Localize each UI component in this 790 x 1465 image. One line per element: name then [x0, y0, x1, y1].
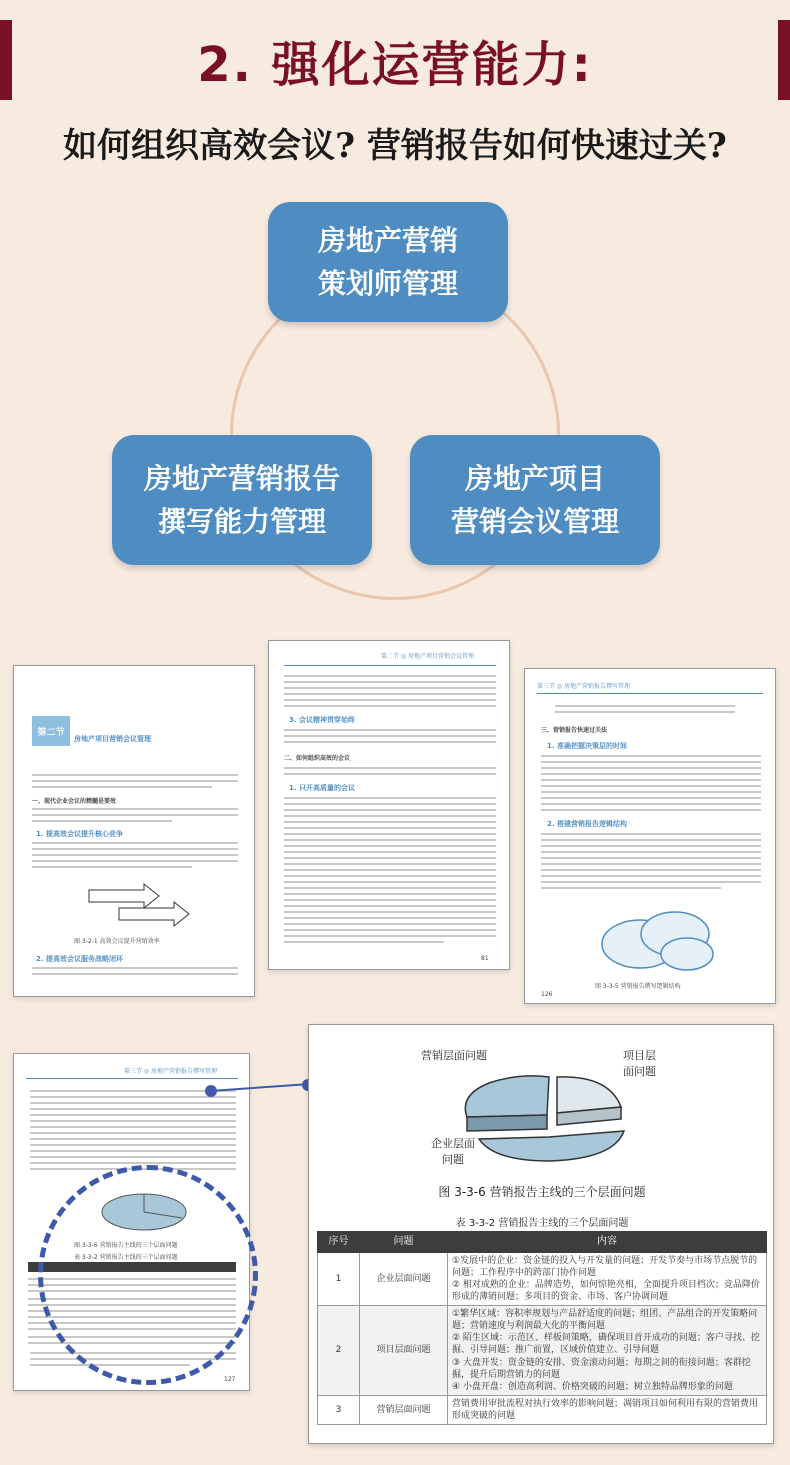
cell-no: 2 — [318, 1306, 360, 1396]
header-issue: 问题 — [360, 1232, 448, 1253]
cell-content: ①繁华区域：容积率规划与产品舒适度的问题；组团、产品组合的开发策略问题；营销速度与利润最大化的平衡问题 ② 陌生区域：示范区、样板间策略，确保项目首开成功的问题；客户寻找、挖掘、引导问题；推广前置，区域价值建立、引导问题 ③ 大盘开发：资金链的安排、资金滚动问题；每期之间的衔接问题；客群挖掘，提升后期营销力的问题 ④ 小盘开盘：创造高利润、价格突破的问题；树立独特品牌形象的问题 — [448, 1306, 767, 1396]
heading-2: 二、如何组织高效的会议 — [284, 755, 351, 762]
heading-1: 三、营销报告快速过关法 — [541, 727, 608, 734]
page-number: 126 — [541, 991, 553, 998]
heading-1: 3. 会议精神贯穿始终 — [289, 716, 355, 724]
cell-no: 1 — [318, 1252, 360, 1306]
figure-caption: 图 3-3-5 营销报告撰写逻辑结构 — [595, 983, 681, 990]
cell-no: 3 — [318, 1396, 360, 1425]
book-page-3 — [524, 668, 776, 1004]
cell-issue: 项目层面问题 — [360, 1306, 448, 1396]
heading-3: 2. 提高效会议服务战略闭环 — [36, 955, 123, 963]
page-number: 127 — [224, 1376, 236, 1383]
page-number: 81 — [481, 955, 489, 962]
heading-2: 1. 提高效会议提升核心竞争 — [36, 830, 123, 838]
table-row — [318, 1252, 767, 1306]
section-title: 房地产项目营销会议管理 — [74, 735, 151, 743]
label-marketing-level: 营销层面问题 — [421, 1049, 487, 1062]
zoom-highlight-circle — [38, 1165, 258, 1385]
book-page-1 — [13, 665, 255, 997]
book-page-2 — [268, 640, 510, 970]
table-caption: 表 3-3-2 营销报告主线的三个层面问题 — [74, 1254, 178, 1261]
box-meeting-management: 房地产项目 营销会议管理 — [410, 435, 660, 565]
cell-content: ①发展中的企业：资金链的投入与开发量的问题；开发节奏与市场节点脱节的问题；工作程序中的跨部门协作问题 ② 相对成熟的企业：品牌造势，如何惊艳亮相，全面提升项目档次；竞品降价形成的薄销问题；多项目的资金、市场、客户协调问题 — [448, 1252, 767, 1306]
table-caption: 表 3-3-2 营销报告主线的三个层面问题 — [455, 1218, 629, 1229]
logic-structure-figure — [595, 899, 725, 979]
arrow-figure — [84, 878, 194, 928]
figure-caption: 图 3-3-6 营销报告主线的三个层面问题 — [74, 1242, 178, 1249]
heading-1: 一、现代企业会议的精髓是要效 — [32, 798, 117, 805]
table-row — [318, 1306, 767, 1396]
header-no: 序号 — [318, 1232, 360, 1253]
heading-3: 1. 只开高质量的会议 — [289, 784, 355, 792]
table-header-row — [318, 1232, 767, 1253]
label-project-level: 项目层 面问题 — [623, 1049, 656, 1078]
figure-caption: 图 3-3-6 营销报告主线的三个层面问题 — [438, 1185, 646, 1199]
issues-table — [317, 1231, 767, 1425]
table-row — [318, 1396, 767, 1425]
page-subtitle: 如何组织高效会议? 营销报告如何快速过关? — [63, 126, 727, 166]
section-badge: 第二节 — [32, 716, 70, 746]
management-diagram — [0, 190, 790, 610]
box-report-writing-management: 房地产营销报告 撰写能力管理 — [112, 435, 372, 565]
three-level-pie-chart — [449, 1055, 639, 1170]
figure-caption: 图 3-2-1 高效会议提升营销效率 — [74, 938, 160, 945]
cell-issue: 企业层面问题 — [360, 1252, 448, 1306]
label-enterprise-level: 企业层面 问题 — [431, 1137, 475, 1166]
page-title: 2. 强化运营能力: — [197, 37, 593, 93]
box-planner-management: 房地产营销 策划师管理 — [268, 202, 508, 322]
header-content: 内容 — [448, 1232, 767, 1253]
running-head: 第三节 ◎ 房地产营销报告撰写管理 — [124, 1068, 218, 1075]
cell-content: 营销费用审批流程对执行效率的影响问题；凋销项目如何利用有限的营销费用形成突破的问题 — [448, 1396, 767, 1425]
heading-3: 2. 搭建营销报告逻辑结构 — [547, 820, 627, 828]
running-head: 第二节 ◎ 房地产项目营销会议管理 — [381, 653, 475, 660]
zoom-detail-panel — [308, 1024, 774, 1444]
cell-issue: 营销层面问题 — [360, 1396, 448, 1425]
running-head: 第三节 ◎ 房地产营销报告撰写管理 — [537, 683, 631, 690]
heading-2: 1. 准确把握决策层的时间 — [547, 742, 627, 750]
